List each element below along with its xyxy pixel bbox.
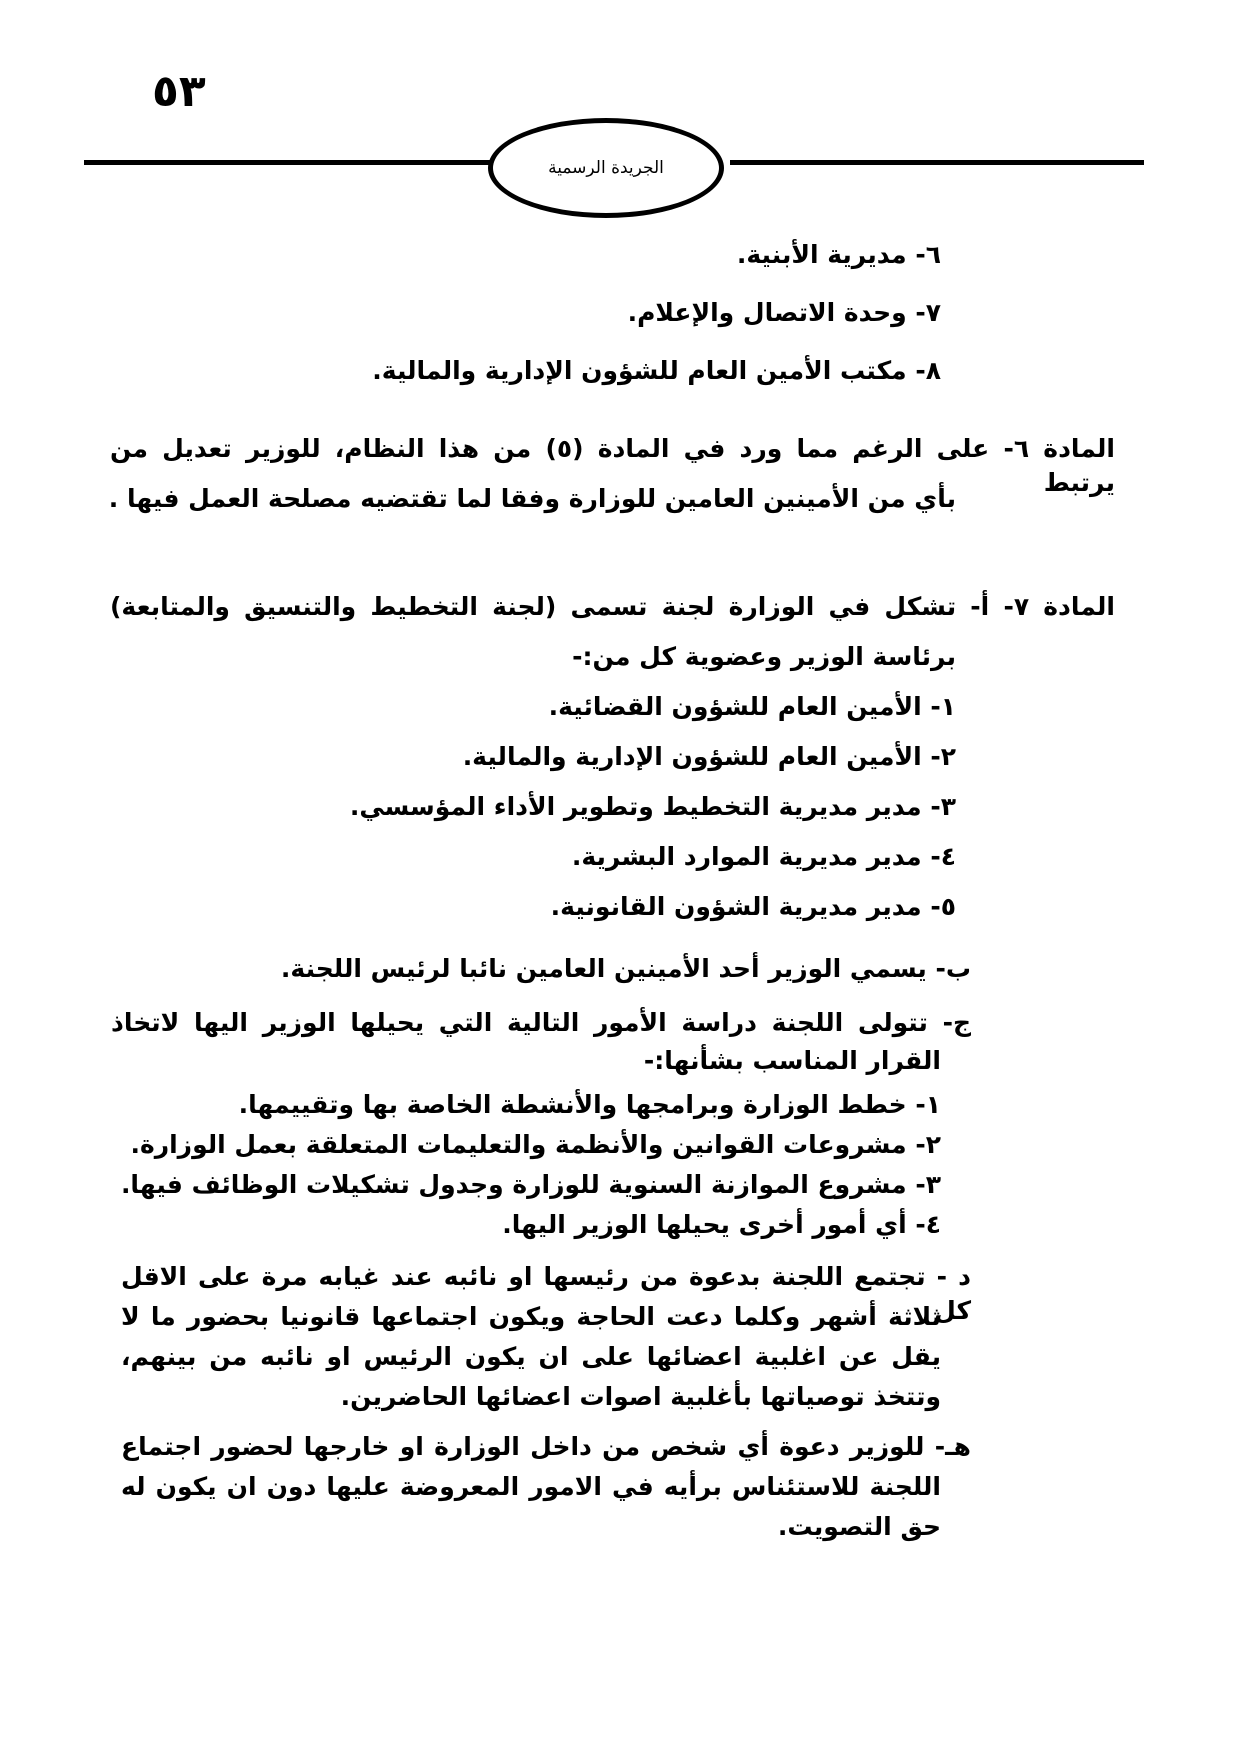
paragraph-d-line: ثلاثة أشهر وكلما دعت الحاجة ويكون اجتماعها قانونيا بحضور ما لا <box>121 1302 941 1331</box>
article-6-line-1: المادة ٦- على الرغم مما ورد في المادة (٥) من هذا النظام، للوزير تعديل من يرتبط <box>110 434 1115 497</box>
paragraph-c-line-2: القرار المناسب بشأنها:- <box>643 1046 941 1075</box>
article-7-line-2: برئاسة الوزير وعضوية كل من:- <box>572 642 956 671</box>
paragraph-d-line: وتتخذ توصياتها بأغلبية اصوات اعضائها الحاضرين. <box>340 1382 941 1411</box>
list-item: ٧- وحدة الاتصال والإعلام. <box>627 298 941 327</box>
paragraph-c-line-1: ج- تتولى اللجنة دراسة الأمور التالية التي يحيلها الوزير اليها لاتخاذ <box>111 1008 971 1037</box>
gazette-title: الجريدة الرسمية <box>548 158 664 178</box>
paragraph-c-item: ٣- مشروع الموازنة السنوية للوزارة وجدول تشكيلات الوظائف فيها. <box>120 1170 941 1199</box>
paragraph-d-line: يقل عن اغلبية اعضائها على ان يكون الرئيس او نائبه من بينهم، <box>121 1342 941 1371</box>
member-item: ١- الأمين العام للشؤون القضائية. <box>548 692 956 721</box>
paragraph-e-line: حق التصويت. <box>777 1512 941 1541</box>
gazette-title-oval <box>488 118 724 218</box>
paragraph-c-item: ١- خطط الوزارة وبرامجها والأنشطة الخاصة بها وتقييمها. <box>238 1090 941 1119</box>
paragraph-c-item: ٢- مشروعات القوانين والأنظمة والتعليمات المتعلقة بعمل الوزارة. <box>130 1130 941 1159</box>
member-item: ٣- مدير مديرية التخطيط وتطوير الأداء المؤسسي. <box>349 792 956 821</box>
paragraph-d-line: د - تجتمع اللجنة بدعوة من رئيسها او نائبه عند غيابه مرة على الاقل كل <box>121 1262 971 1325</box>
member-item: ٤- مدير مديرية الموارد البشرية. <box>571 842 956 871</box>
paragraph-e-line: اللجنة للاستئناس برأيه في الامور المعروضة عليها دون ان يكون له <box>121 1472 941 1501</box>
header-rule-left <box>84 160 494 165</box>
paragraph-e-line: هـ- للوزير دعوة أي شخص من داخل الوزارة او خارجها لحضور اجتماع <box>121 1432 971 1461</box>
header-rule-right <box>730 160 1144 165</box>
article-6-line-2: بأي من الأمينين العامين للوزارة وفقا لما تقتضيه مصلحة العمل فيها . <box>108 484 956 513</box>
page-number: ٥٣ <box>152 66 206 117</box>
paragraph-b: ب- يسمي الوزير أحد الأمينين العامين نائبا لرئيس اللجنة. <box>280 954 971 983</box>
list-item: ٨- مكتب الأمين العام للشؤون الإدارية والمالية. <box>372 356 941 385</box>
member-item: ٢- الأمين العام للشؤون الإدارية والمالية. <box>462 742 956 771</box>
paragraph-c-item: ٤- أي أمور أخرى يحيلها الوزير اليها. <box>502 1210 941 1239</box>
list-item: ٦- مديرية الأبنية. <box>736 240 941 269</box>
member-item: ٥- مدير مديرية الشؤون القانونية. <box>550 892 956 921</box>
article-7-line-1: المادة ٧- أ- تشكل في الوزارة لجنة تسمى (لجنة التخطيط والتنسيق والمتابعة) <box>110 592 1115 621</box>
